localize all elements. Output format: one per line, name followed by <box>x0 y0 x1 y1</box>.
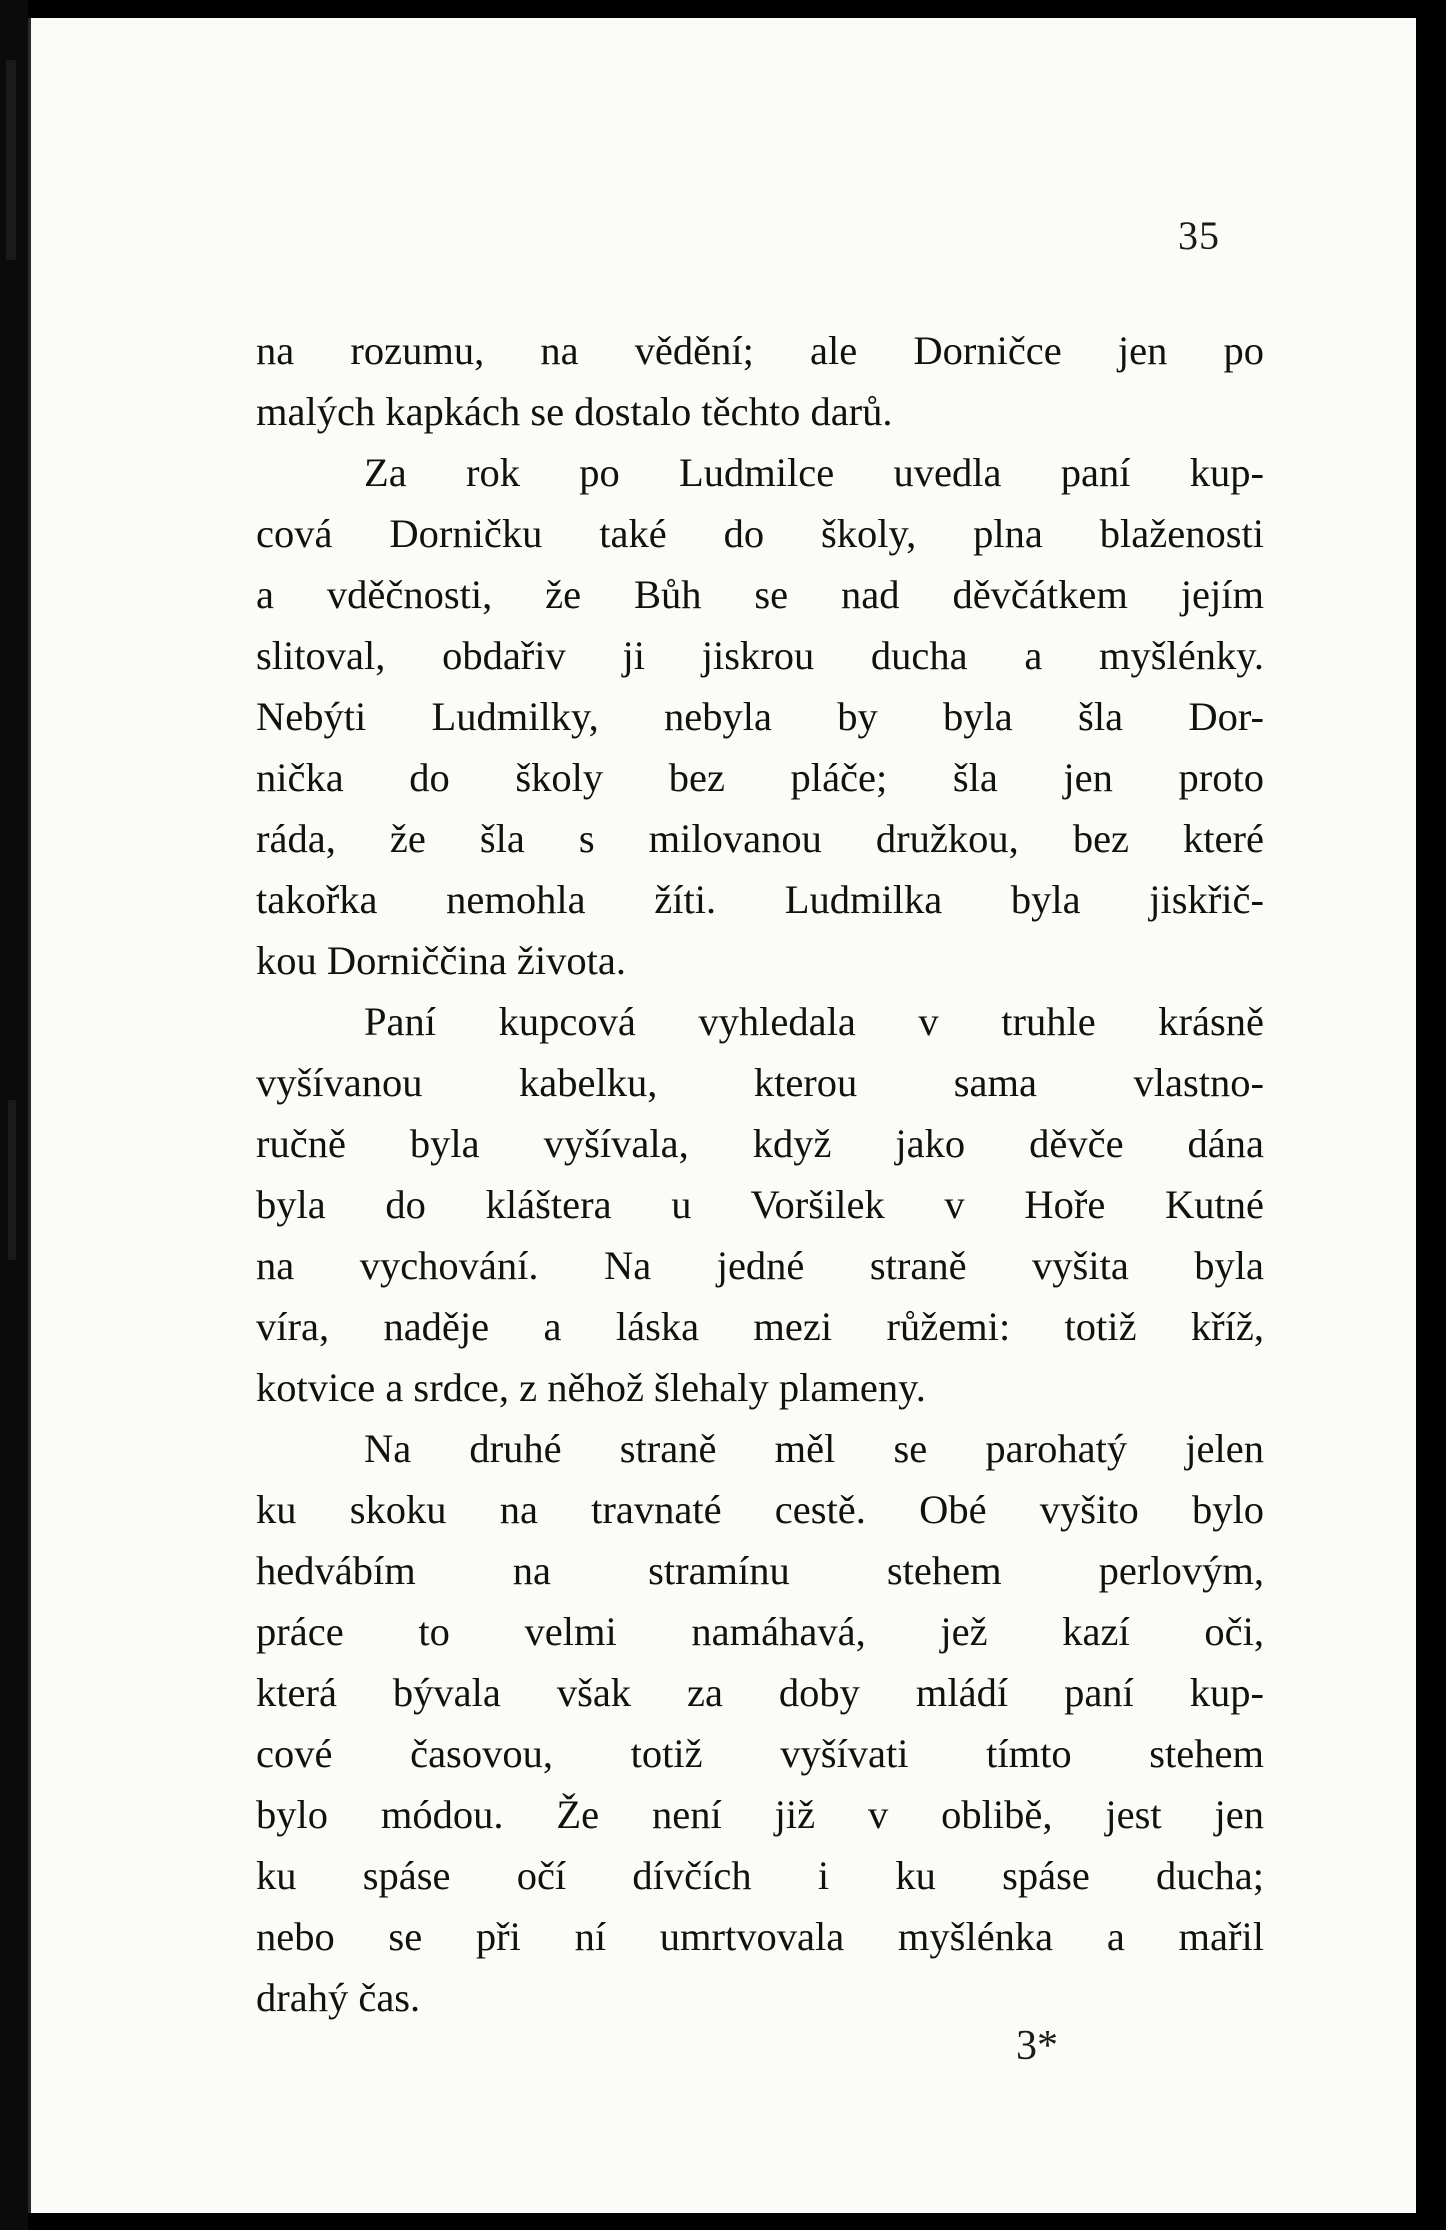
text-line: víra, naděje a láska mezi růžemi: totiž kříž, <box>256 1304 1264 1349</box>
page-number: 35 <box>1178 213 1220 258</box>
text-line: byla do kláštera u Voršilek v Hoře Kutné <box>256 1182 1264 1227</box>
text-line: ručně byla vyšívala, když jako děvče dána <box>256 1121 1264 1166</box>
text-line: která bývala však za doby mládí paní kup- <box>256 1670 1264 1715</box>
book-spine-edge <box>0 0 28 2230</box>
text-line: malých kapkách se dostalo těchto darů. <box>256 389 893 434</box>
text-line: Na druhé straně měl se parohatý jelen <box>364 1426 1264 1471</box>
text-line: ráda, že šla s milovanou družkou, bez které <box>256 816 1264 861</box>
text-line: kotvice a srdce, z něhož šlehaly plameny. <box>256 1365 926 1410</box>
text-line: ku spáse očí dívčích i ku spáse ducha; <box>256 1853 1264 1898</box>
text-line: nička do školy bez pláče; šla jen proto <box>256 755 1264 800</box>
paragraph <box>256 991 1264 1418</box>
text-line: cové časovou, totiž vyšívati tímto stehem <box>256 1731 1264 1776</box>
text-line: bylo módou. Že není již v oblibě, jest jen <box>256 1792 1264 1837</box>
text-line: vyšívanou kabelku, kterou sama vlastno- <box>256 1060 1264 1105</box>
spine-shadow <box>8 1100 16 1260</box>
text-line: práce to velmi namáhavá, jež kazí oči, <box>256 1609 1264 1654</box>
text-line: na rozumu, na vědění; ale Dorničce jen po <box>256 328 1264 373</box>
text-line: takořka nemohla žíti. Ludmilka byla jiskřič- <box>256 877 1264 922</box>
text-line: hedvábím na stramínu stehem perlovým, <box>256 1548 1264 1593</box>
text-line: cová Dorničku také do školy, plna blaženosti <box>256 511 1264 556</box>
text-line: kou Dorniččina života. <box>256 938 626 983</box>
text-line: Nebýti Ludmilky, nebyla by byla šla Dor- <box>256 694 1264 739</box>
text-line: Paní kupcová vyhledala v truhle krásně <box>364 999 1264 1044</box>
text-line: a vděčnosti, že Bůh se nad děvčátkem jejím <box>256 572 1264 617</box>
paragraph <box>256 320 1264 442</box>
text-line: drahý čas. <box>256 1975 421 2020</box>
text-line: na vychování. Na jedné straně vyšita byla <box>256 1243 1264 1288</box>
text-line: Za rok po Ludmilce uvedla paní kup- <box>364 450 1264 495</box>
spine-shadow <box>6 60 16 260</box>
body-text <box>256 320 1264 2028</box>
paragraph <box>256 442 1264 991</box>
text-line: nebo se při ní umrtvovala myšlénka a mařil <box>256 1914 1264 1959</box>
paragraph <box>256 1418 1264 2028</box>
printer-signature-mark: 3* <box>1016 2023 1058 2069</box>
text-line: slitoval, obdařiv ji jiskrou ducha a myšlénky. <box>256 633 1264 678</box>
text-line: ku skoku na travnaté cestě. Obé vyšito bylo <box>256 1487 1264 1532</box>
